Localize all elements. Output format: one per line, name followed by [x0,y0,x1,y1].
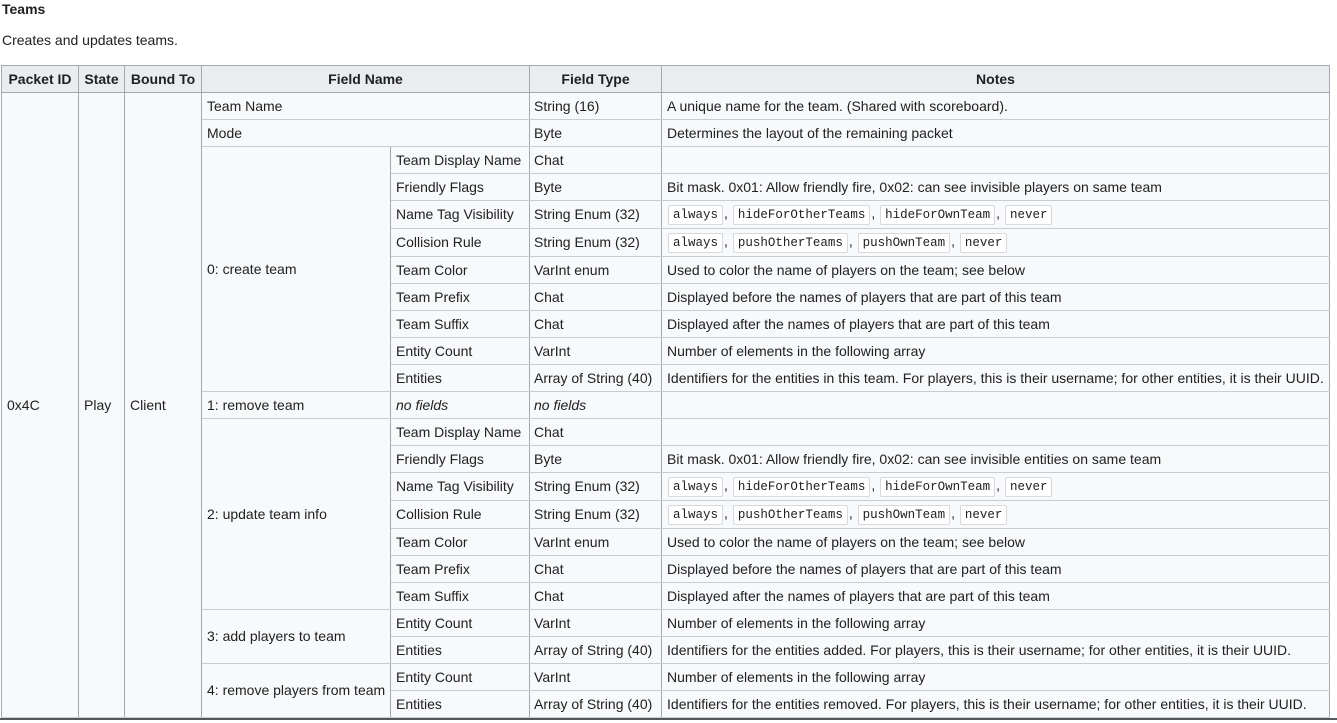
notes-cell: Used to color the name of players on the team; see below [662,257,1330,284]
code-chip: hideForOwnTeam [880,205,995,225]
field-type-cell: Chat [530,556,662,583]
field-type-cell: VarInt [530,664,662,691]
notes-cell: Identifiers for the entities added. For players, this is their username; for other entities, it is their UUID. [662,637,1330,664]
notes-cell: Bit mask. 0x01: Allow friendly fire, 0x02: can see invisible entities on same team [662,446,1330,473]
packet-id-cell: 0x4C [2,93,79,718]
field-name-cell: Team Prefix [391,284,530,311]
notes-cell: Number of elements in the following array [662,664,1330,691]
code-chip: pushOwnTeam [858,233,951,253]
field-name-cell: Team Suffix [391,583,530,610]
field-name-cell: Mode [202,120,530,147]
notes-cell: Identifiers for the entities removed. For players, this is their username; for other entities, it is their UUID. [662,691,1330,718]
field-type-cell: String (16) [530,93,662,120]
notes-cell: always , pushOtherTeams , pushOwnTeam , never [662,229,1330,257]
table-row [2,419,1330,446]
code-chip: never [1005,477,1053,497]
table-row [2,610,1330,637]
mode-group-cell: 1: remove team [202,392,391,419]
notes-cell: always , pushOtherTeams , pushOwnTeam , never [662,501,1330,529]
field-type-cell: Array of String (40) [530,691,662,718]
field-type-cell: VarInt [530,338,662,365]
field-type-cell: String Enum (32) [530,501,662,529]
code-chip: never [960,233,1008,253]
code-chip: pushOtherTeams [733,233,848,253]
table-row [2,392,1330,419]
page-title: Teams [2,1,46,17]
notes-cell [662,147,1330,174]
column-header-state: State [79,66,125,93]
field-type-cell: Chat [530,419,662,446]
field-name-cell: Team Prefix [391,556,530,583]
field-type-cell: String Enum (32) [530,473,662,501]
notes-cell: A unique name for the team. (Shared with scoreboard). [662,93,1330,120]
field-type-cell: VarInt enum [530,529,662,556]
page-description: Creates and updates teams. [2,32,178,48]
field-name-cell: Team Color [391,529,530,556]
field-type-cell: no fields [530,392,662,419]
column-header-notes: Notes [662,66,1330,93]
field-name-cell: Team Color [391,257,530,284]
field-name-cell: Team Display Name [391,419,530,446]
notes-cell: Number of elements in the following array [662,610,1330,637]
column-header-field-name: Field Name [202,66,530,93]
packet-table [1,65,1330,718]
field-name-cell: Entities [391,637,530,664]
field-type-cell: String Enum (32) [530,201,662,229]
notes-cell [662,419,1330,446]
code-chip: always [668,477,723,497]
code-chip: always [668,233,723,253]
field-name-cell: Name Tag Visibility [391,473,530,501]
code-chip: always [668,505,723,525]
field-name-cell: Team Suffix [391,311,530,338]
table-row [2,147,1330,174]
field-name-cell: Collision Rule [391,501,530,529]
column-header-bound-to: Bound To [125,66,202,93]
code-chip: hideForOwnTeam [880,477,995,497]
field-type-cell: Chat [530,147,662,174]
notes-cell: Displayed before the names of players that are part of this team [662,556,1330,583]
notes-cell: Displayed before the names of players that are part of this team [662,284,1330,311]
field-name-cell: Entity Count [391,610,530,637]
field-name-cell: no fields [391,392,530,419]
notes-cell: Displayed after the names of players that are part of this team [662,583,1330,610]
state-cell: Play [79,93,125,718]
notes-cell: Bit mask. 0x01: Allow friendly fire, 0x02: can see invisible players on same team [662,174,1330,201]
column-header-packet-id: Packet ID [2,66,79,93]
code-chip: pushOtherTeams [733,505,848,525]
field-type-cell: Byte [530,174,662,201]
bound-to-cell: Client [125,93,202,718]
field-type-cell: VarInt [530,610,662,637]
notes-cell: Used to color the name of players on the team; see below [662,529,1330,556]
notes-cell: Number of elements in the following array [662,338,1330,365]
mode-group-cell: 0: create team [202,147,391,392]
field-type-cell: Byte [530,120,662,147]
notes-cell: Displayed after the names of players that are part of this team [662,311,1330,338]
field-type-cell: VarInt enum [530,257,662,284]
notes-cell: Determines the layout of the remaining packet [662,120,1330,147]
field-type-cell: Chat [530,583,662,610]
table-header-row [2,66,1330,93]
field-name-cell: Team Name [202,93,530,120]
table-row [2,120,1330,147]
field-type-cell: String Enum (32) [530,229,662,257]
field-type-cell: Array of String (40) [530,637,662,664]
field-name-cell: Name Tag Visibility [391,201,530,229]
code-chip: hideForOtherTeams [733,477,871,497]
field-name-cell: Friendly Flags [391,174,530,201]
notes-cell: always , hideForOtherTeams , hideForOwnTeam , never [662,473,1330,501]
code-chip: never [1005,205,1053,225]
notes-cell: Identifiers for the entities in this team. For players, this is their username; for other entities, it is their UUID. [662,365,1330,392]
section-divider [0,718,1337,720]
field-name-cell: Entities [391,365,530,392]
column-header-field-type: Field Type [530,66,662,93]
mode-group-cell: 3: add players to team [202,610,391,664]
notes-cell: always , hideForOtherTeams , hideForOwnTeam , never [662,201,1330,229]
field-name-cell: Entities [391,691,530,718]
field-name-cell: Entity Count [391,338,530,365]
notes-cell [662,392,1330,419]
field-type-cell: Byte [530,446,662,473]
mode-group-cell: 4: remove players from team [202,664,391,718]
field-name-cell: Friendly Flags [391,446,530,473]
code-chip: pushOwnTeam [858,505,951,525]
code-chip: never [960,505,1008,525]
field-name-cell: Team Display Name [391,147,530,174]
mode-group-cell: 2: update team info [202,419,391,610]
field-type-cell: Chat [530,311,662,338]
code-chip: always [668,205,723,225]
field-type-cell: Chat [530,284,662,311]
table-row [2,664,1330,691]
field-name-cell: Collision Rule [391,229,530,257]
field-name-cell: Entity Count [391,664,530,691]
code-chip: hideForOtherTeams [733,205,871,225]
table-row [2,93,1330,120]
field-type-cell: Array of String (40) [530,365,662,392]
